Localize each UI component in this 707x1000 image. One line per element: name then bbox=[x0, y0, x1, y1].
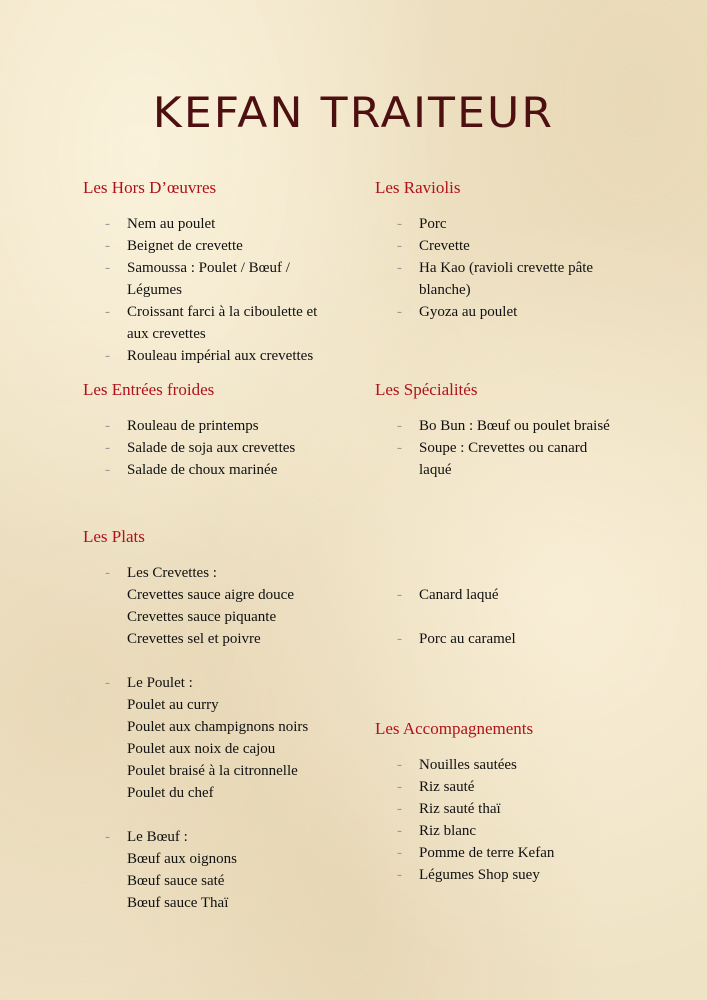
menu-item bbox=[375, 213, 614, 235]
section-raviolis bbox=[375, 177, 645, 323]
menu-item-label: Croissant farci à la ciboulette et aux crevettes bbox=[127, 304, 318, 342]
menu-item bbox=[375, 820, 614, 842]
menu-item bbox=[83, 257, 337, 301]
dash-bullet: - bbox=[397, 216, 402, 232]
dash-bullet: - bbox=[105, 440, 110, 456]
section-heading: Les Raviolis bbox=[375, 178, 461, 197]
menu-item-label: Bœuf sauce saté bbox=[127, 873, 225, 889]
menu-item-label: Soupe : Crevettes ou canard laqué bbox=[419, 440, 588, 478]
menu-item bbox=[83, 437, 337, 459]
menu-item-label: Poulet braisé à la citronnelle bbox=[127, 763, 298, 779]
section-heading: Les Accompagnements bbox=[375, 719, 534, 738]
dash-bullet: - bbox=[105, 304, 110, 320]
menu-item-label: Beignet de crevette bbox=[127, 238, 243, 254]
section-plats-extra bbox=[375, 584, 645, 650]
section-accompagnements bbox=[375, 718, 645, 886]
dash-bullet: - bbox=[105, 238, 110, 254]
menu-item-label: Bœuf aux oignons bbox=[127, 851, 237, 867]
dash-bullet: - bbox=[397, 418, 402, 434]
dash-bullet: - bbox=[397, 304, 402, 320]
dash-bullet: - bbox=[397, 260, 402, 276]
menu-item-label: Bo Bun : Bœuf ou poulet braisé bbox=[419, 418, 610, 434]
menu-item-label: Légumes Shop suey bbox=[419, 867, 540, 883]
restaurant-title: KEFAN TRAITEUR bbox=[152, 88, 555, 137]
menu-group bbox=[83, 826, 337, 914]
dash-bullet: - bbox=[397, 631, 402, 647]
menu-item bbox=[83, 213, 337, 235]
menu-item bbox=[375, 628, 614, 650]
dash-bullet: - bbox=[105, 829, 110, 845]
dash-bullet: - bbox=[397, 867, 402, 883]
menu-item bbox=[375, 437, 614, 481]
dash-bullet: - bbox=[105, 418, 110, 434]
section-heading: Les Plats bbox=[83, 527, 145, 546]
menu-item-label: Le Bœuf : bbox=[127, 829, 188, 845]
menu-item-label: Riz blanc bbox=[419, 823, 477, 839]
menu-item-label: Porc au caramel bbox=[419, 631, 516, 647]
menu-item-label: Crevettes sel et poivre bbox=[127, 631, 261, 647]
menu-item-label: Riz sauté bbox=[419, 779, 475, 795]
menu-item bbox=[375, 257, 614, 301]
menu-item bbox=[83, 459, 337, 481]
menu-item-label: Bœuf sauce Thaï bbox=[127, 895, 229, 911]
menu-item-label: Rouleau impérial aux crevettes bbox=[127, 348, 314, 364]
menu-item bbox=[375, 754, 614, 776]
menu-item bbox=[375, 798, 614, 820]
menu-item bbox=[375, 301, 614, 323]
menu-item-label: Gyoza au poulet bbox=[419, 304, 518, 320]
section-specialites bbox=[375, 379, 645, 481]
menu-item-label: Poulet aux noix de cajou bbox=[127, 741, 276, 757]
menu-item bbox=[375, 415, 614, 437]
menu-item-label: Crevettes sauce piquante bbox=[127, 609, 277, 625]
dash-bullet: - bbox=[397, 440, 402, 456]
dash-bullet: - bbox=[397, 757, 402, 773]
menu-item-label: Poulet aux champignons noirs bbox=[127, 719, 309, 735]
menu-item bbox=[375, 584, 614, 606]
dash-bullet: - bbox=[105, 565, 110, 581]
menu-item bbox=[375, 842, 614, 864]
dash-bullet: - bbox=[397, 801, 402, 817]
dash-bullet: - bbox=[105, 675, 110, 691]
menu-item bbox=[83, 345, 337, 367]
section-entrees-froides bbox=[83, 379, 353, 481]
menu-item-label: Rouleau de printemps bbox=[127, 418, 259, 434]
menu-group bbox=[83, 672, 337, 804]
menu-item-label: Ha Kao (ravioli crevette pâte blanche) bbox=[419, 260, 594, 298]
menu-item-label: Pomme de terre Kefan bbox=[419, 845, 555, 861]
section-heading: Les Hors D’œuvres bbox=[83, 178, 217, 197]
menu-item bbox=[83, 301, 337, 345]
menu-item-label: Riz sauté thaï bbox=[419, 801, 501, 817]
menu-item-label: Salade de soja aux crevettes bbox=[127, 440, 296, 456]
dash-bullet: - bbox=[105, 348, 110, 364]
menu-item-label: Le Poulet : bbox=[127, 675, 193, 691]
menu-item bbox=[375, 235, 614, 257]
menu-item-label: Crevettes sauce aigre douce bbox=[127, 587, 294, 603]
menu-item bbox=[83, 235, 337, 257]
section-hors-doeuvres bbox=[83, 177, 353, 367]
menu-item-label: Nouilles sautées bbox=[419, 757, 517, 773]
menu-item-label: Poulet au curry bbox=[127, 697, 219, 713]
section-plats bbox=[83, 526, 353, 914]
menu-item bbox=[375, 864, 614, 886]
dash-bullet: - bbox=[397, 779, 402, 795]
section-heading: Les Entrées froides bbox=[83, 380, 215, 399]
menu-item bbox=[375, 776, 614, 798]
menu-item-label: Salade de choux marinée bbox=[127, 462, 278, 478]
section-heading: Les Spécialités bbox=[375, 380, 478, 399]
dash-bullet: - bbox=[105, 260, 110, 276]
menu-item-label: Canard laqué bbox=[419, 587, 499, 603]
menu-group bbox=[83, 562, 337, 650]
menu-item-label: Nem au poulet bbox=[127, 216, 216, 232]
dash-bullet: - bbox=[397, 587, 402, 603]
dash-bullet: - bbox=[397, 238, 402, 254]
menu-item-label: Crevette bbox=[419, 238, 470, 254]
menu-item-label: Poulet du chef bbox=[127, 785, 214, 801]
menu-item-label: Porc bbox=[419, 216, 447, 232]
dash-bullet: - bbox=[397, 845, 402, 861]
dash-bullet: - bbox=[105, 462, 110, 478]
dash-bullet: - bbox=[397, 823, 402, 839]
menu-item-label: Samoussa : Poulet / Bœuf / Légumes bbox=[127, 260, 290, 298]
dash-bullet: - bbox=[105, 216, 110, 232]
menu-item bbox=[83, 415, 337, 437]
menu-item-label: Les Crevettes : bbox=[127, 565, 217, 581]
